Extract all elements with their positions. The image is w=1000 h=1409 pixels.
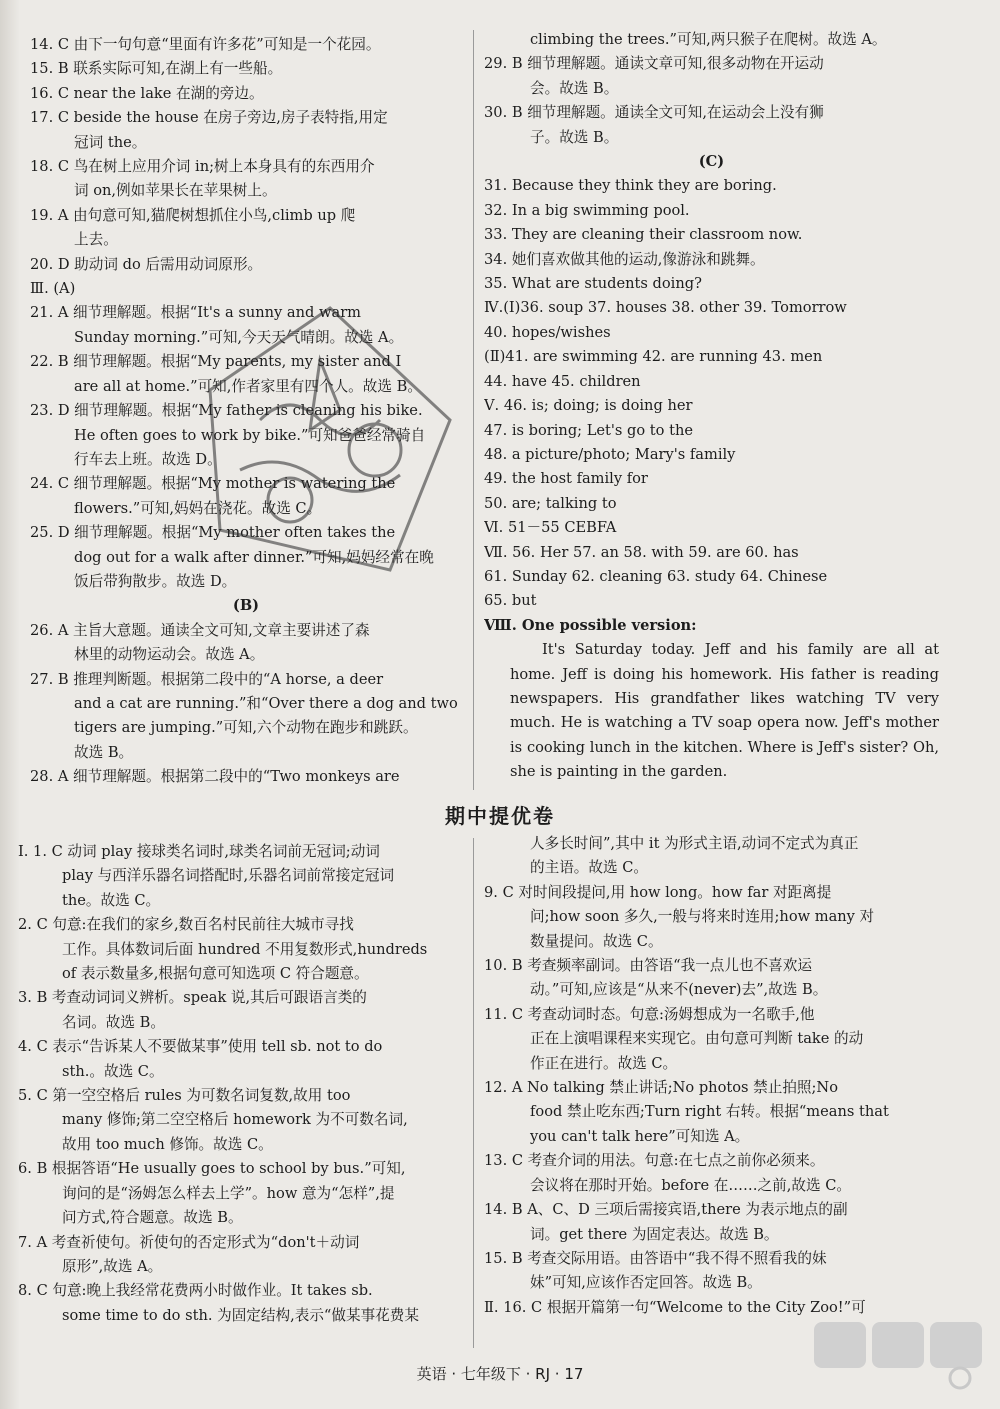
answer-line: and a cat are running.”和“Over there a dog and two <box>74 694 458 712</box>
answer-line: Ⅰ. 1. C 动词 play 接球类名词时,球类名词前无冠词;动词 <box>18 843 380 860</box>
answer-line: many 修饰;第二空空格后 homework 为不可数名词, <box>62 1111 408 1129</box>
answer-line: Ⅶ. 56. Her 57. an 58. with 59. are 60. has <box>484 543 799 561</box>
answer-line: Ⅷ. One possible version: <box>484 616 697 634</box>
answer-line: 14. B A、C、D 三项后需接宾语,there 为表示地点的副 <box>484 1201 848 1219</box>
answer-line: 正在上演唱课程来实现它。由句意可判断 take 的动 <box>530 1030 864 1048</box>
column-divider <box>473 838 474 1348</box>
answer-line: 饭后带狗散步。故选 D。 <box>74 572 237 590</box>
answer-line: 22. B 细节理解题。根据“My parents, my sister and I <box>30 353 402 371</box>
answer-line: 30. B 细节理解题。通读全文可知,在运动会上没有狮 <box>484 104 824 122</box>
answer-line: 行车去上班。故选 D。 <box>74 450 222 468</box>
answer-line: 会议将在那时开始。before 在……之前,故选 C。 <box>530 1176 851 1194</box>
answer-line: climbing the trees.”可知,两只猴子在爬树。故选 A。 <box>530 31 887 48</box>
answer-line: 20. D 助动词 do 后需用动词原形。 <box>30 255 263 273</box>
answer-line: 10. B 考查频率副词。由答语“我一点儿也不喜欢运 <box>484 957 812 975</box>
answer-line: 50. are; talking to <box>484 494 617 512</box>
answer-line: 15. B 考查交际用语。由答语中“我不得不照看我的妹 <box>484 1249 827 1267</box>
answer-line: 34. 她们喜欢做其他的运动,像游泳和跳舞。 <box>484 250 765 268</box>
answer-line: 2. C 句意:在我们的家乡,数百名村民前往大城市寻找 <box>18 916 354 934</box>
answer-line: 问;how soon 多久,一般与将来时连用;how many 对 <box>530 908 875 926</box>
answer-line: tigers are jumping.”可知,六个动物在跑步和跳跃。 <box>74 719 418 737</box>
answer-line: 冠词 the。 <box>74 133 147 151</box>
answer-line: 23. D 细节理解题。根据“My father is cleaning his bike. <box>30 402 423 420</box>
answer-line: 49. the host family for <box>484 470 648 488</box>
answer-line: the。故选 C。 <box>62 891 161 909</box>
answer-line: 词 on,例如苹果长在苹果树上。 <box>74 182 277 200</box>
answer-line: 21. A 细节理解题。根据“It's a sunny and warm <box>30 304 362 322</box>
answer-line: 妹”可知,应该作否定回答。故选 B。 <box>530 1274 762 1292</box>
answer-line: 12. A No talking 禁止讲话;No photos 禁止拍照;No <box>484 1079 838 1097</box>
answer-line: Ⅱ. 16. C 根据开篇第一句“Welcome to the City Zoo!”可 <box>484 1298 866 1316</box>
answer-line: 17. C beside the house 在房子旁边,房子表特指,用定 <box>30 109 388 127</box>
answer-line: 47. is boring; Let's go to the <box>484 421 694 439</box>
answer-line: 故选 B。 <box>74 743 134 761</box>
answer-line: you can't talk here”可知选 A。 <box>530 1127 750 1145</box>
answer-line: 子。故选 B。 <box>530 128 619 146</box>
answer-line: 26. A 主旨大意题。通读全文可知,文章主要讲述了森 <box>30 621 370 639</box>
answer-line: 11. C 考查动词时态。句意:汤姆想成为一名歌手,他 <box>484 1005 815 1023</box>
answer-line: 5. C 第一空空格后 rules 为可数名词复数,故用 too <box>18 1087 351 1105</box>
answer-line: 40. hopes/wishes <box>484 323 611 341</box>
answer-line: 31. Because they think they are boring. <box>484 177 777 195</box>
answer-line: 14. C 由下一句句意“里面有许多花”可知是一个花园。 <box>30 36 381 53</box>
answer-line: 44. have 45. children <box>484 372 641 390</box>
answer-line: (B) <box>232 597 260 615</box>
answer-line: are all at home.”可知,作者家里有四个人。故选 B。 <box>74 377 422 395</box>
answer-line: 7. A 考查祈使句。祈使句的否定形式为“don't＋动词 <box>18 1233 360 1251</box>
site-logo <box>810 1318 995 1404</box>
answer-line: food 禁止吃东西;Turn right 右转。根据“means that <box>530 1103 889 1121</box>
answer-line: of 表示数量多,根据句意可知选项 C 符合题意。 <box>62 965 369 983</box>
answer-line: 作正在进行。故选 C。 <box>530 1054 678 1072</box>
answer-line: Ⅳ.(Ⅰ)36. soup 37. houses 38. other 39. Tomorrow <box>484 299 847 317</box>
answer-line: (C) <box>698 153 725 171</box>
answer-line: Ⅴ. 46. is; doing; is doing her <box>484 397 693 415</box>
answer-line: 29. B 细节理解题。通读文章可知,很多动物在开运动 <box>484 55 824 73</box>
answer-line: 询问的是“汤姆怎么样去上学”。how 意为“怎样”,提 <box>62 1184 395 1202</box>
answer-line: 的主语。故选 C。 <box>530 859 648 877</box>
answer-line: 32. In a big swimming pool. <box>484 201 690 219</box>
answer-line: 原形”,故选 A。 <box>62 1257 163 1275</box>
column-divider <box>473 30 474 790</box>
answer-line: some time to do sth. 为固定结构,表示“做某事花费某 <box>62 1306 419 1324</box>
answer-line: 会。故选 B。 <box>530 79 619 97</box>
page-footer: 英语 · 七年级下 · RJ · 17 <box>416 1365 584 1383</box>
answer-line: 问方式,符合题意。故选 B。 <box>62 1209 243 1227</box>
right-column-bottom <box>484 832 931 1320</box>
answer-line: Ⅲ. (A) <box>30 280 76 298</box>
answer-line: flowers.”可知,妈妈在浇花。故选 C。 <box>74 499 322 517</box>
watermark-stamp <box>200 300 460 580</box>
answer-line: 65. but <box>484 592 537 610</box>
answer-line: 15. B 联系实际可知,在湖上有一些船。 <box>30 60 283 78</box>
answer-line: 林里的动物运动会。故选 A。 <box>74 646 265 664</box>
answer-line: (Ⅱ)41. are swimming 42. are running 43. men <box>484 348 823 366</box>
answer-line: 18. C 鸟在树上应用介词 in;树上本身具有的东西用介 <box>30 158 375 176</box>
answer-line: 27. B 推理判断题。根据第二段中的“A horse, a deer <box>30 670 384 688</box>
answer-line: 33. They are cleaning their classroom now. <box>484 226 803 244</box>
section-title: 期中提优卷 <box>445 804 555 828</box>
answer-line: Ⅵ. 51－55 CEBFA <box>484 519 617 537</box>
answer-line: 人多长时间”,其中 it 为形式主语,动词不定式为真正 <box>530 835 859 852</box>
answer-line: 61. Sunday 62. cleaning 63. study 64. Chinese <box>484 567 828 585</box>
answer-line: 工作。具体数词后面 hundred 不用复数形式,hundreds <box>62 940 428 958</box>
answer-line: 故用 too much 修饰。故选 C。 <box>62 1135 273 1153</box>
answer-line: 8. C 句意:晚上我经常花费两小时做作业。It takes sb. <box>18 1282 373 1300</box>
answer-line: 25. D 细节理解题。根据“My mother often takes the <box>30 524 396 542</box>
answer-line: 9. C 对时间段提问,用 how long。how far 对距离提 <box>484 883 832 901</box>
answer-line: 35. What are students doing? <box>484 275 702 293</box>
answer-line: 6. B 根据答语“He usually goes to school by bus.”可知, <box>18 1160 406 1178</box>
answer-line: 28. A 细节理解题。根据第二段中的“Two monkeys are <box>30 768 400 786</box>
answer-line: 19. A 由句意可知,猫爬树想抓住小鸟,climb up 爬 <box>30 206 356 224</box>
answer-line: 16. C near the lake 在湖的旁边。 <box>30 84 264 102</box>
answer-line: 数量提问。故选 C。 <box>530 932 663 950</box>
answer-line: 3. B 考查动词词义辨析。speak 说,其后可跟语言类的 <box>18 989 367 1007</box>
answer-line: Sunday morning.”可知,今天天气晴朗。故选 A。 <box>74 328 404 346</box>
answer-line: 4. C 表示“告诉某人不要做某事”使用 tell sb. not to do <box>18 1038 383 1056</box>
answer-line: sth.。故选 C。 <box>62 1062 164 1080</box>
answer-line: 48. a picture/photo; Mary's family <box>484 445 736 463</box>
answer-line: dog out for a walk after dinner.”可知,妈妈经常在晚 <box>74 548 434 566</box>
answer-line: 名词。故选 B。 <box>62 1013 165 1031</box>
answer-line: 24. C 细节理解题。根据“My mother is watering the <box>30 475 396 493</box>
binding-gutter <box>0 0 20 1409</box>
answer-line: 13. C 考查介词的用法。句意:在七点之前你必须来。 <box>484 1152 825 1170</box>
answer-line: He often goes to work by bike.”可知爸爸经常骑自 <box>74 426 426 444</box>
answer-line: 动。”可知,应该是“从来不(never)去”,故选 B。 <box>530 981 828 999</box>
answer-line: 上去。 <box>74 231 118 249</box>
answer-line: play 与西洋乐器名词搭配时,乐器名词前常接定冠词 <box>62 867 395 885</box>
answer-line: 词。get there 为固定表达。故选 B。 <box>530 1225 779 1243</box>
left-column-bottom <box>18 840 463 1328</box>
answer-line: It's Saturday today. Jeff and his family are all at home. Jeff is doing his homework. His father is reading newspapers. His grandfather likes watching TV very much. He is watching a TV soap opera now. Jeff's mother is cooking lunch in the kitchen. Where is Jeff's sister? Oh, she is painting in the garden. <box>510 641 939 781</box>
right-column-top <box>484 28 939 785</box>
